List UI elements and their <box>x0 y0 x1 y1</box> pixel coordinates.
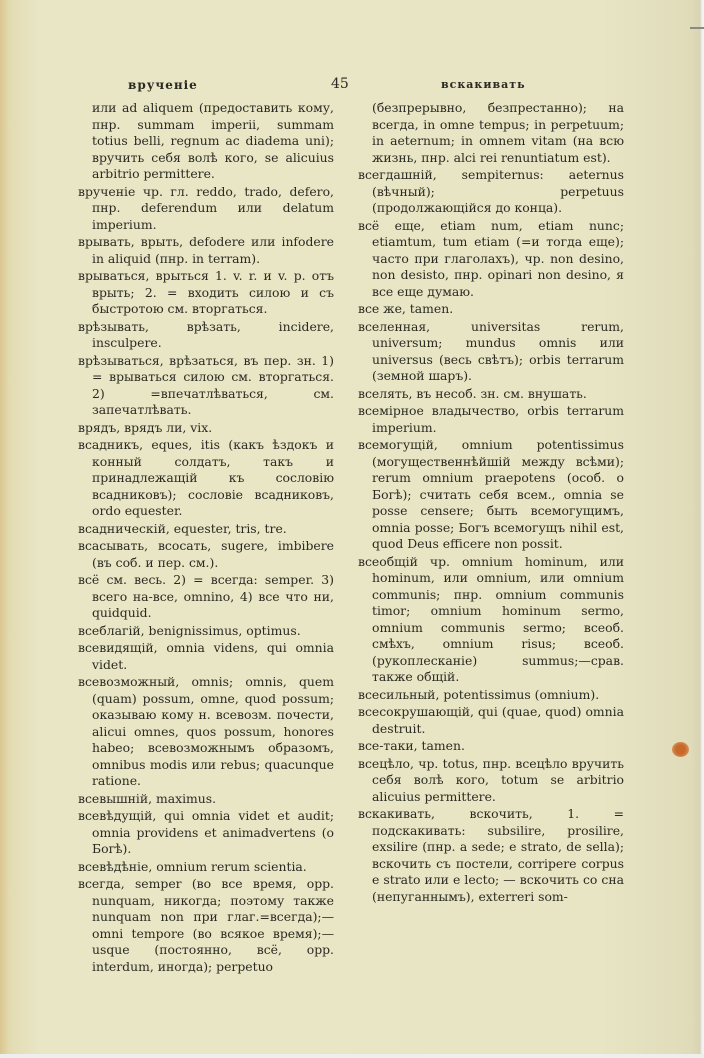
dictionary-entry: всемогущій, omnium potentissimus (могущественнѣйшій между всѣми); rerum omnium praepotens (особ. о Богѣ); считать себя всем., omnia se posse censere; быть всемогущимъ, omnia posse; Богъ всемогущъ nihil est, quod Deus efficere non possit. <box>358 437 624 551</box>
dictionary-entry: всесильный, potentissimus (omnium). <box>358 686 600 702</box>
dictionary-entry: врѣзывать, врѣзать, incidere, insculpere. <box>78 318 334 350</box>
dictionary-entry: всё еще, etiam num, etiam nunc; etiamtum, tum etiam (=и тогда еще); часто при глаголахъ), чр. non desino, non desisto, пнр. opinari non desino, я все еще думаю. <box>358 217 624 299</box>
dictionary-entry: всегда, semper (во все время, opp. nunquam, никогда; поэтому также nunquam non при глаг.=всегда);—omni tempore (во всякое время);—usque (постоянно, всё, opp. interdum, иногда); perpetuo <box>78 876 334 974</box>
dictionary-entry: вскакивать, вскочить, 1. = подскакивать: subsilire, prosilire, exsilire (пнр. a sede; e strato, de sella); вскочить съ постели, corripere corpus e strato или e lecto; — вскочить со сна (непуганнымъ), exterreri som- <box>358 806 624 904</box>
dictionary-entry: врядъ, врядъ ли, vix. <box>78 419 213 435</box>
dictionary-entry: всасывать, всосать, sugere, imbibere (въ соб. и пер. см.). <box>78 538 334 570</box>
left-column <box>78 100 334 976</box>
right-column <box>358 100 624 906</box>
dictionary-entry: всевидящій, omnia videns, qui omnia videt. <box>78 640 334 672</box>
dictionary-entry: всеблагій, benignissimus, optimus. <box>78 622 301 638</box>
paper-stain <box>672 742 689 757</box>
dictionary-entry: вселенная, universitas rerum, universum; mundus omnis или universus (весь свѣтъ); orbis terrarum (земной шаръ). <box>358 318 624 383</box>
dictionary-entry: врываться, врыться 1. v. r. и v. p. отъ врыть; 2. = входить силою и съ быстротою см. вторгаться. <box>78 268 334 316</box>
dictionary-entry: всевозможный, omnis; omnis, quem (quam) possum, omne, quod possum; оказываю кому н. всевозм. почести, alicui omnes, quos possum, honores habeo; всевозможнымъ образомъ, omnibus modis или rebus; quacunque ratione. <box>78 674 334 788</box>
dictionary-entry: все же, tamen. <box>358 301 454 316</box>
dictionary-entry: вселять, въ несоб. зн. см. внушать. <box>358 385 587 401</box>
page-edge-mark <box>690 27 704 29</box>
dictionary-entry: врывать, врыть, defodere или infodere in aliquid (пнр. in terram). <box>78 234 334 266</box>
dictionary-entry: всегдашній, sempiternus: aeternus (вѣчный); perpetuus (продолжающійся до конца). <box>358 167 624 215</box>
running-header <box>0 78 704 98</box>
dictionary-entry: всадническій, equester, tris, tre. <box>78 520 287 536</box>
dictionary-entry: всеобщій чр. omnium hominum, или hominum, или omnium, или omnium communis; пнр. omnium communis timor; omnium hominum sermo, omnium communis sermo; всеоб. смѣхъ, omnium risus; всеоб. (рукоплесканіе) summus;—срав. также общій. <box>358 553 624 684</box>
dictionary-entry: все-таки, tamen. <box>358 738 465 753</box>
dictionary-entry: всемірное владычество, orbis terrarum imperium. <box>358 403 624 435</box>
dictionary-entry: всецѣло, чр. totus, пнр. всецѣло вручить себя волѣ кого, totum se arbitrio alicuius permittere. <box>358 755 624 804</box>
dictionary-entry: или ad aliquem (предоставить кому, пнр. summam imperii, summam totius belli, regnum ac diadema uni); вручить себя волѣ кого, se alicuius arbitrio permittere. <box>92 100 334 181</box>
page-number: 45 <box>331 76 349 92</box>
dictionary-entry: (безпрерывно, безпрестанно); на всегда, in omne tempus; in perpetuum; in aeternum; in omnem vitam (на всю жизнь, пнр. alci rei renuntiatum est). <box>372 100 624 165</box>
dictionary-entry: всесокрушающій, qui (quae, quod) omnia destruit. <box>358 704 624 736</box>
left-guide-word: врученіе <box>128 78 198 92</box>
dictionary-entry: врѣзываться, врѣзаться, въ пер. зн. 1) = врываться силою см. вторгаться. 2) =впечатлѣваться, см. запечатлѣвать. <box>78 352 334 417</box>
dictionary-entry: всадникъ, eques, itis (какъ ѣздокъ и конный солдатъ, такъ и принадлежащій къ сословію всадниковъ); сословіе всадниковъ, ordo equester. <box>78 437 334 518</box>
dictionary-entry: врученіе чр. гл. reddo, trado, defero, пнр. deferendum или delatum imperium. <box>78 183 334 232</box>
dictionary-entry: всевѣдущій, qui omnia videt et audit; omnia providens et animadvertens (о Богѣ). <box>78 808 334 856</box>
right-guide-word: вскакивать <box>441 78 526 91</box>
dictionary-entry: всевѣдѣніе, omnium rerum scientia. <box>78 858 307 874</box>
dictionary-entry: всевышній, maximus. <box>78 790 217 806</box>
dictionary-entry: всё см. весь. 2) = всегда: semper. 3) всего на-все, omnino, 4) все что ни, quidquid. <box>78 572 334 620</box>
